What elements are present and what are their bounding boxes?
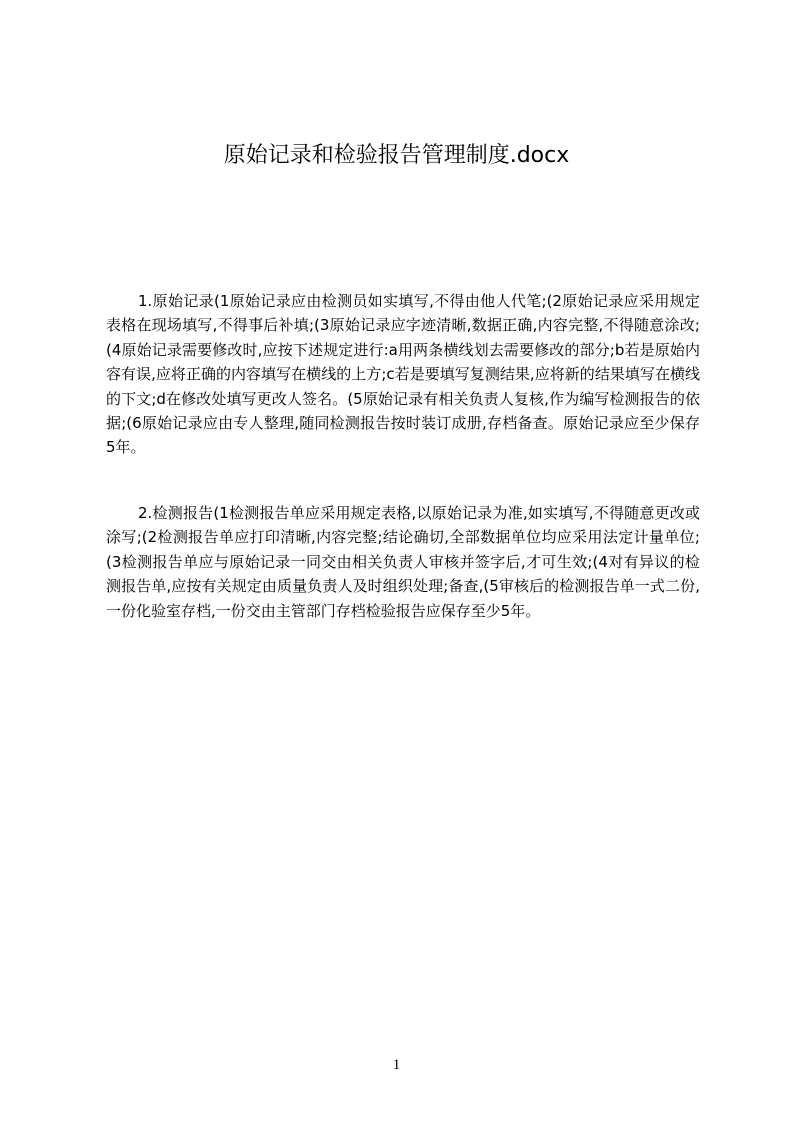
document-title: 原始记录和检验报告管理制度.docx (223, 143, 570, 168)
paragraph-original-records: 1.原始记录(1原始记录应由检测员如实填写,不得由他人代笔;(2原始记录应采用规定表格在现场填写,不得事后补填;(3原始记录应字迹清晰,数据正确,内容完整,不得随意涂改;(4原始记录需要修改时,应按下述规定进行:a用两条横线划去需要修改的部分;b若是原始内容有误,应将正确的内容填写在横线的上方;c若是要填写复测结果,应将新的结果填写在横线的下文;d在修改处填写更改人签名。(5原始记录有相关负责人复核,作为编写检测报告的依据;(6原始记录应由专人整理,随同检测报告按时装订成册,存档备查。原始记录应至少保存5年。 (106, 292, 700, 457)
page-number: 1 (392, 1057, 401, 1073)
paragraph-test-reports: 2.检测报告(1检测报告单应采用规定表格,以原始记录为准,如实填写,不得随意更改或涂写;(2检测报告单应打印清晰,内容完整;结论确切,全部数据单位均应采用法定计量单位;(3检测报告单应与原始记录一同交由相关负责人审核并签字后,才可生效;(4对有异议的检测报告单,应按有关规定由质量负责人及时组织处理;备查,(5审核后的检测报告单一式二份,一份化验室存档,一份交由主管部门存档检验报告应保存至少5年。 (106, 504, 700, 620)
